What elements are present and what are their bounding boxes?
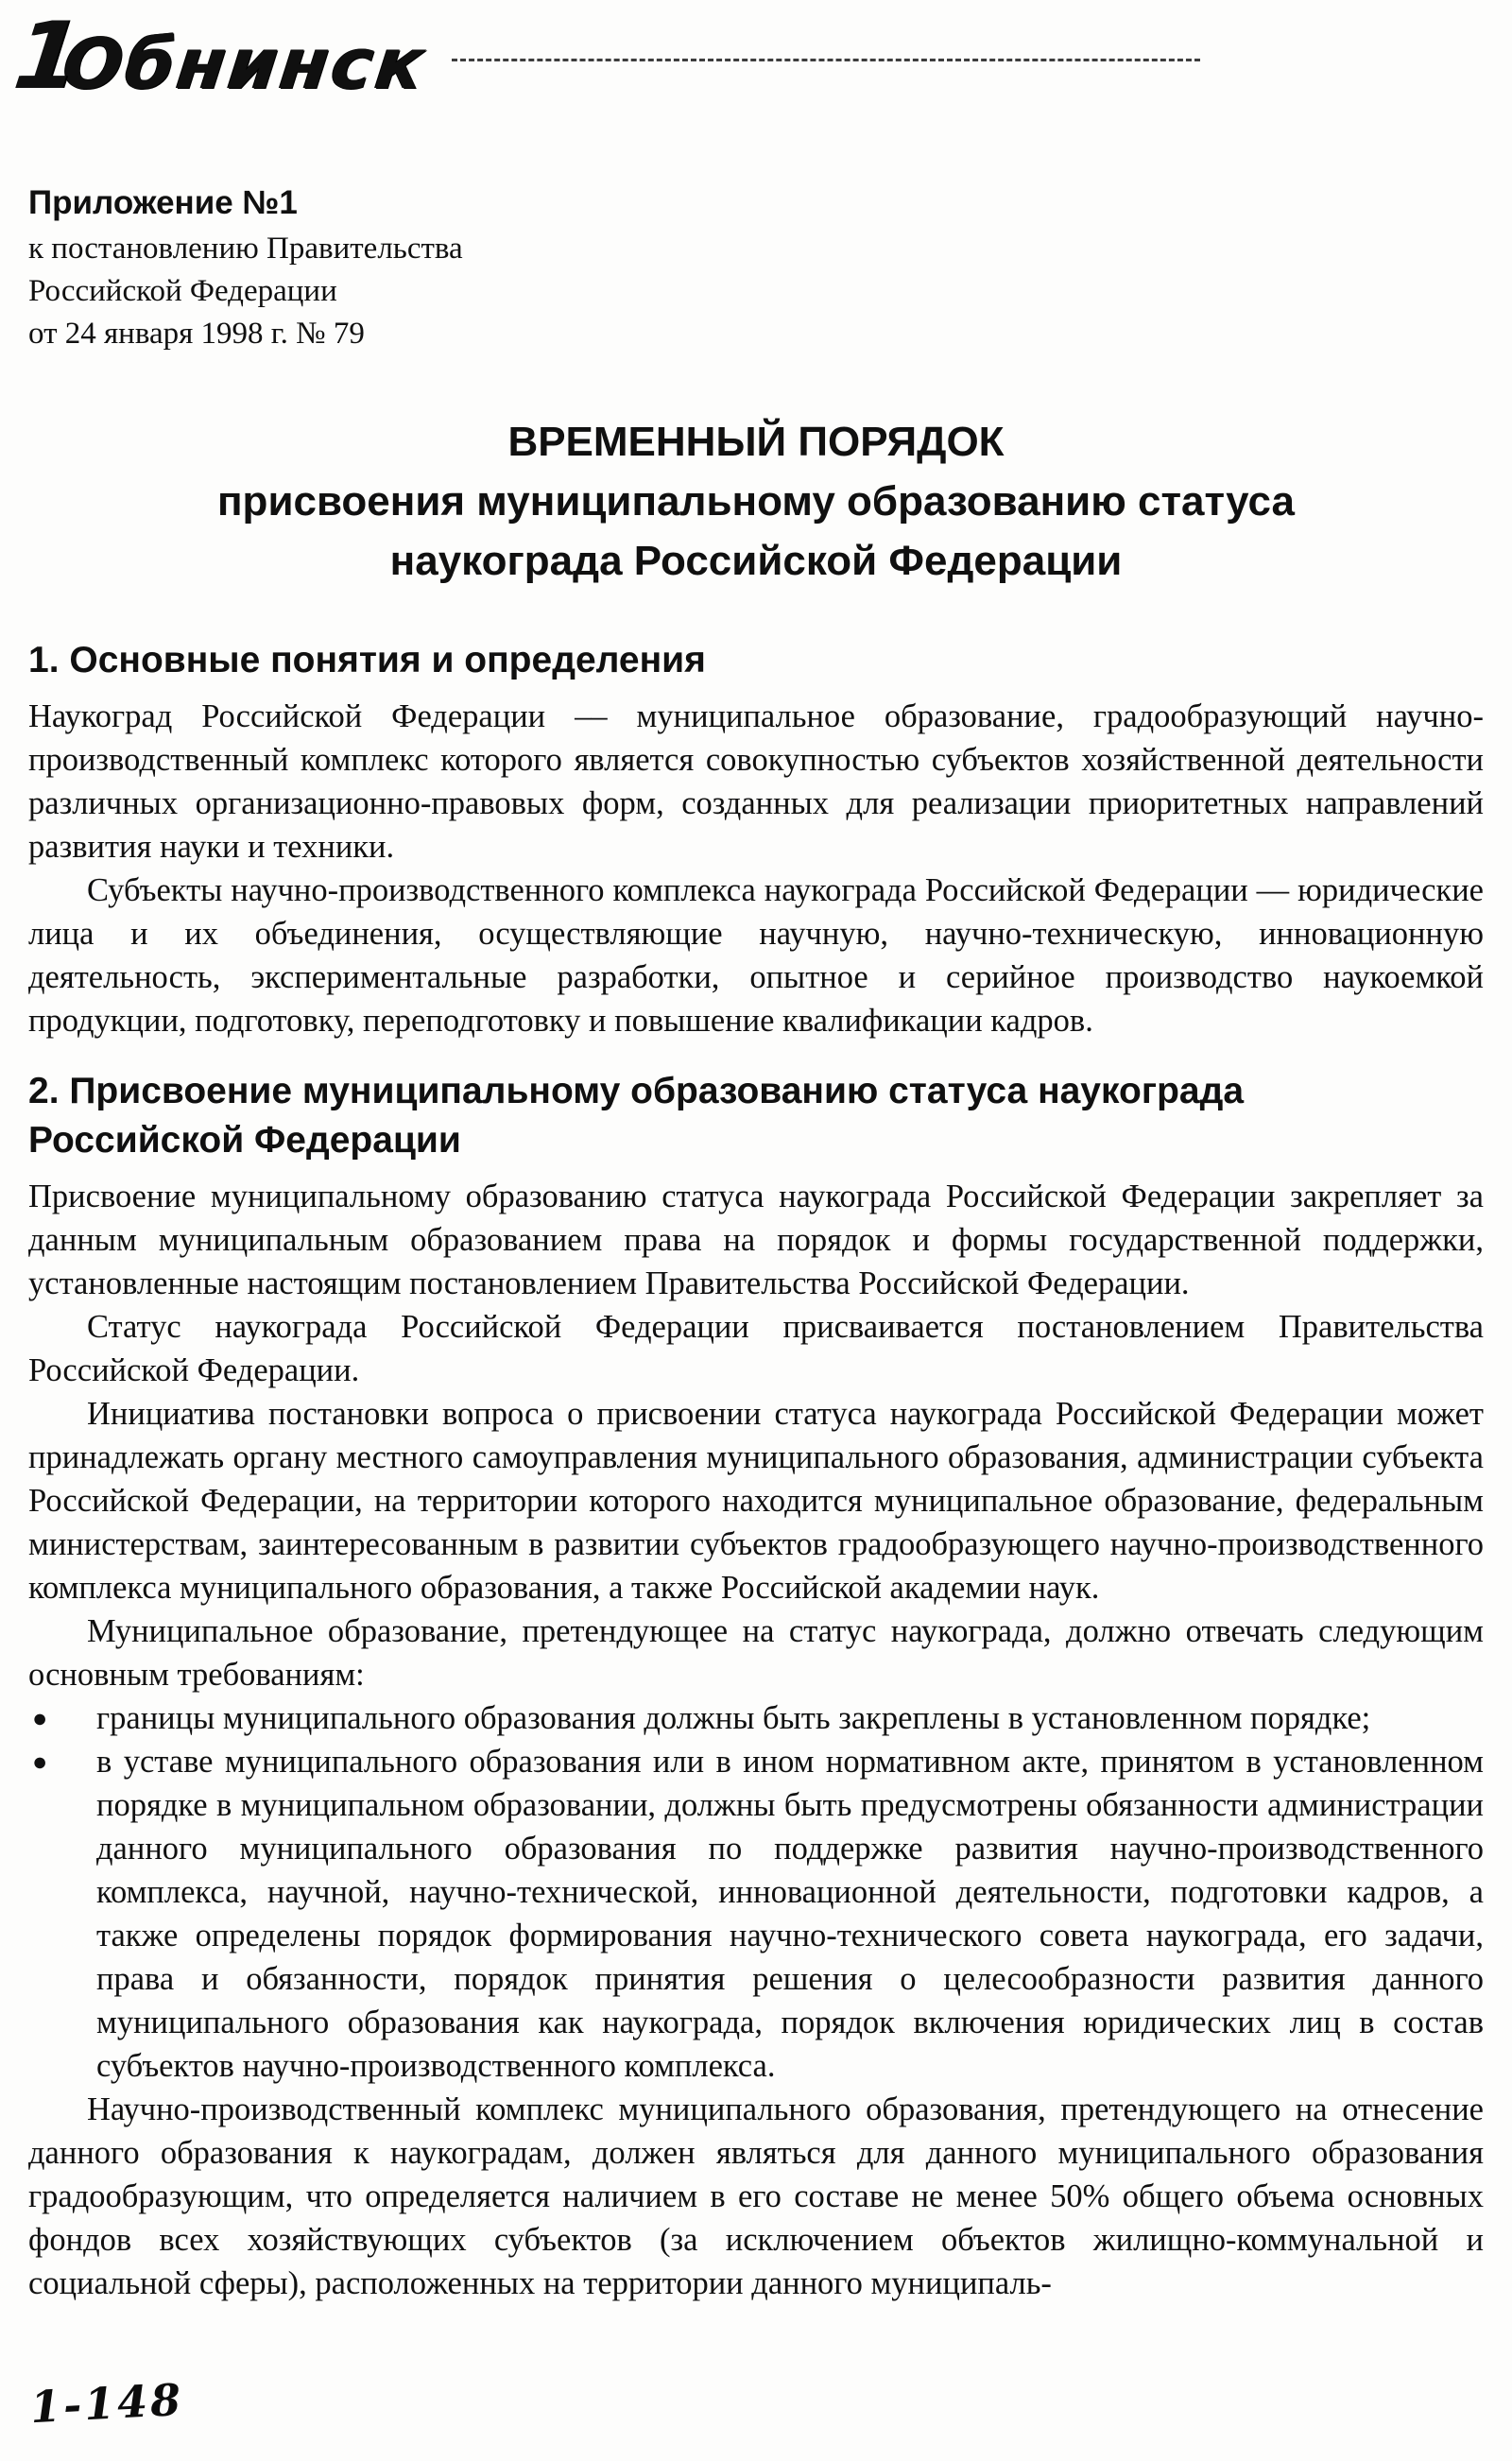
title-line-3: наукограда Российской Федерации bbox=[389, 538, 1123, 584]
section-2-paragraph-4: Муниципальное образование, претендующее на статус наукограда, должно отвечать следующим основным требованиям: bbox=[28, 1613, 1484, 1693]
appendix-line: от 24 января 1998 г. № 79 bbox=[28, 317, 365, 351]
masthead-title: Обнинск bbox=[58, 23, 432, 105]
section-2-heading bbox=[28, 1067, 1484, 1165]
section-2-paragraph-3: Инициатива постановки вопроса о присвоении статуса наукограда Российской Федерации может принадлежать органу местного самоуправления муниципального образования, администрации субъекта Российской Федерации, на территории которого находится муниципальное образование, федеральным министерствам, заинтересованным в развитии субъектов градообразующего научно-производственного комплекса муниципального образования, а также Российской академии наук. bbox=[28, 1396, 1484, 1606]
title-line-1: ВРЕМЕННЫЙ ПОРЯДОК bbox=[507, 419, 1005, 465]
requirement-2-text: в уставе муниципального образования или в ином нормативном акте, принятом в установленном порядке в муниципальном образовании, должны быть предусмотрены обязанности администрации данного муниципального образования по поддержке развития научно-производственного комплекса, научной, научно-технической, инновационной деятельности, подготовки кадров, а также определены порядок формирования научно-технического совета наукограда, его задачи, права и обязанности, порядок принятия решения о целесообразности развития данного муниципального образования как наукограда, порядок включения юридических лиц в состав субъектов научно-производственного комплекса. bbox=[96, 1744, 1484, 2084]
document-body bbox=[0, 636, 1512, 2305]
document-title bbox=[0, 412, 1512, 591]
masthead-dashed-rule bbox=[452, 59, 1200, 61]
section-1-heading: 1. Основные понятия и определения bbox=[28, 640, 706, 680]
appendix-number: Приложение №1 bbox=[28, 184, 298, 221]
section-2-paragraph-1: Присвоение муниципальному образованию статуса наукограда Российской Федерации закрепляет за данным муниципальным образованием права на порядок и формы государственной поддержки, установленные настоящим постановлением Правительства Российской Федерации. bbox=[28, 1179, 1484, 1301]
section-2-heading-line-2: Российской Федерации bbox=[28, 1120, 461, 1161]
list-item bbox=[28, 1696, 1484, 1740]
list-item bbox=[28, 1740, 1484, 2088]
section-2-paragraph-2: Статус наукограда Российской Федерации присваивается постановлением Правительства Российской Федерации. bbox=[28, 1309, 1484, 1388]
section-2-paragraph-5: Научно-производственный комплекс муниципального образования, претендующего на отнесение данного образования к наукоградам, должен являться для данного муниципального образования градообразующим, что определяется наличием в его составе не менее 50% общего объема основных фондов всех хозяйствующих субъектов (за исключением объектов жилищно-коммунальной и социальной сферы), расположенных на территории данного муниципаль- bbox=[28, 2091, 1484, 2301]
section-1-paragraph-2: Субъекты научно-производственного комплекса наукограда Российской Федерации — юридические лица и их объединения, осуществляющие научную, научно-техническую, инновационную деятельность, экспериментальные разработки, опытное и серийное производство наукоемкой продукции, подготовку, переподготовку и повышение квалификации кадров. bbox=[28, 872, 1484, 1039]
obninsk-logo bbox=[9, 2, 433, 111]
requirement-1-text: границы муниципального образования должны быть закреплены в установленном порядке; bbox=[96, 1700, 1371, 1736]
appendix-line: к постановлению Правительства bbox=[28, 232, 463, 266]
masthead-numeral: 1 bbox=[9, 2, 87, 111]
section-1-paragraph-1: Наукоград Российской Федерации –– муниципальное образование, градообразующий научно-производственный комплекс которого является совокупностью субъектов хозяйственной деятельности различных организационно-правовых форм, созданных для реализации приоритетных направлений развития науки и техники. bbox=[28, 698, 1484, 865]
bullet-icon: ● bbox=[32, 1704, 48, 1732]
section-2-heading-line-1: 2. Присвоение муниципальному образованию статуса наукограда bbox=[28, 1071, 1245, 1111]
handwritten-page-mark: 1-148 bbox=[28, 2373, 185, 2434]
requirements-list bbox=[28, 1696, 1484, 2088]
appendix-line: Российской Федерации bbox=[28, 274, 337, 308]
bullet-icon: ● bbox=[32, 1747, 48, 1776]
title-line-2: присвоения муниципальному образованию статуса bbox=[216, 478, 1295, 525]
appendix-block bbox=[0, 181, 1512, 355]
newspaper-masthead bbox=[0, 0, 1512, 111]
